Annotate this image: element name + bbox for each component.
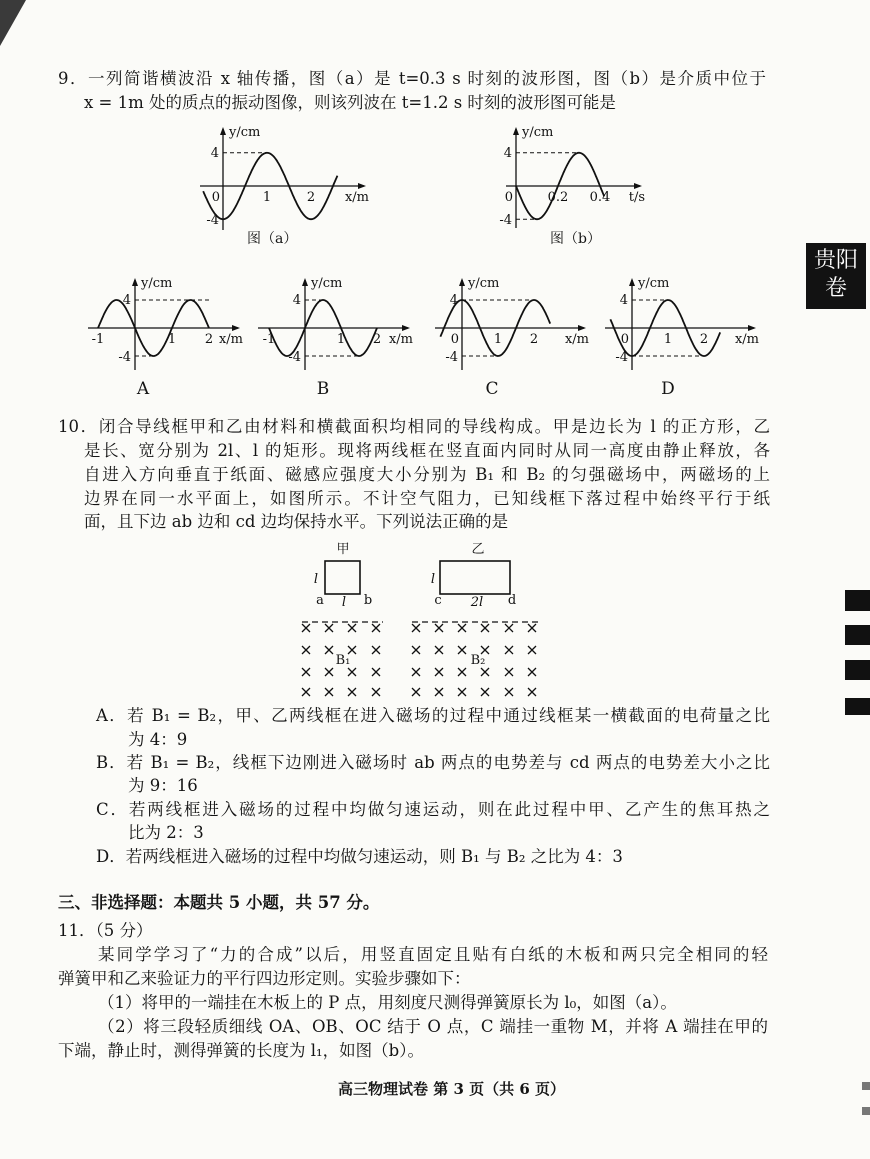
x-tick-label: 1 [167, 332, 177, 347]
vertex-d-label: d [507, 593, 517, 608]
magnetic-field-cross-icon [458, 646, 466, 654]
x-tick-label: 1 [493, 332, 503, 347]
magnetic-field-cross-icon [528, 624, 536, 632]
q10-option-a-line-1: A．若 B₁ = B₂，甲、乙两线框在进入磁场的过程中通过线框某一横截面的电荷量之比 [96, 706, 770, 725]
page-footer: 高三物理试卷 第 3 页（共 6 页） [338, 1080, 565, 1098]
y-max-tick-label: 4 [292, 293, 301, 308]
magnetic-field-cross-icon [528, 668, 536, 676]
origin-label: 0 [620, 332, 629, 347]
q9-stem-line-2: x = 1m 处的质点的振动图像，则该列波在 t=1.2 s 时刻的波形图可能是 [84, 93, 616, 112]
horizontal-axis-label: x/m [218, 332, 243, 347]
x-tick-label: 0.2 [547, 190, 569, 205]
magnetic-field-cross-icon [505, 624, 513, 632]
vertical-axis-label: y/cm [311, 276, 343, 291]
magnetic-field-cross-icon [372, 624, 380, 632]
magnetic-field-cross-icon [325, 646, 333, 654]
q11-step-2-line-2: 下端，静止时，测得弹簧的长度为 l₁，如图（b）。 [58, 1041, 424, 1060]
x-tick-label: 0.4 [589, 190, 611, 205]
scan-corner-artifact [0, 0, 26, 46]
magnetic-field-cross-icon [458, 624, 466, 632]
frame-yi-label: 乙 [471, 542, 485, 557]
y-min-tick-label: -4 [499, 213, 512, 229]
figure-a-caption: 图（a） [247, 231, 298, 247]
q11-paragraph-line-1: 某同学学习了“力的合成”以后，用竖直固定且贴有白纸的木板和两只完全相同的轻 [98, 945, 768, 964]
axis-arrow-icon [220, 127, 226, 135]
side-tab-line-1: 贵阳 [813, 248, 858, 273]
magnetic-field-cross-icon [372, 688, 380, 696]
square-side-length-label: l [313, 572, 319, 587]
q10-stem-line-3: 自进入方向垂直于纸面、磁感应强度大小分别为 B₁ 和 B₂ 的匀强磁场中，两磁场的上 [84, 465, 770, 484]
q10-option-b-line-1: B．若 B₁ = B₂，线框下边刚进入磁场时 ab 两点的电势差与 cd 两点的电势差大小之比 [96, 753, 770, 772]
axis-arrow-icon [459, 278, 465, 286]
rectangle-bottom-length-label: 2l [470, 595, 484, 610]
magnetic-field-cross-icon [302, 646, 310, 654]
magnetic-field-cross-icon [505, 688, 513, 696]
axis-arrow-icon [232, 325, 240, 331]
vertical-axis-label: y/cm [468, 276, 500, 291]
magnetic-field-cross-icon [412, 646, 420, 654]
magnetic-field-cross-icon [481, 688, 489, 696]
axis-arrow-icon [513, 127, 519, 135]
magnetic-field-cross-icon [348, 688, 356, 696]
x-tick-label: -1 [262, 332, 276, 347]
x-tick-label: 1 [262, 190, 272, 205]
q11-step-1: （1）将甲的一端挂在木板上的 P 点，用刻度尺测得弹簧原长为 l₀，如图（a）。 [98, 993, 677, 1012]
square-bottom-length-label: l [341, 595, 347, 610]
section-heading: 三、非选择题：本题共 5 小题，共 57 分。 [58, 893, 380, 912]
x-tick-label: 2 [204, 332, 214, 347]
horizontal-axis-label: x/m [388, 332, 413, 347]
magnetic-field-cross-icon [528, 688, 536, 696]
magnetic-field-cross-icon [481, 624, 489, 632]
q10-option-c-line-1: C．若两线框进入磁场的过程中均做匀速运动，则在此过程中甲、乙产生的焦耳热之 [96, 800, 770, 819]
magnetic-field-cross-icon [528, 646, 536, 654]
axis-arrow-icon [132, 278, 138, 286]
vertical-axis-label: y/cm [229, 125, 261, 140]
y-min-tick-label: -4 [615, 350, 628, 365]
q10-option-c-line-2: 比为 2：3 [128, 823, 204, 842]
q10-option-d-line-1: D．若两线框进入磁场的过程中均做匀速运动，则 B₁ 与 B₂ 之比为 4：3 [96, 847, 623, 866]
origin-label: 0 [504, 190, 513, 205]
q10-figure [302, 542, 538, 696]
magnetic-field-cross-icon [348, 624, 356, 632]
q10-option-b-line-2: 为 9：16 [128, 776, 198, 795]
vertical-axis-label: y/cm [141, 276, 173, 291]
q10-stem-line-1: 10．闭合导线框甲和乙由材料和横截面积均相同的导线构成。甲是边长为 l 的正方形，乙 [58, 417, 770, 436]
x-tick-label: 2 [306, 190, 316, 205]
magnetic-field-cross-icon [412, 624, 420, 632]
y-min-tick-label: -4 [288, 350, 301, 365]
magnetic-field-cross-icon [458, 668, 466, 676]
vertex-b-label: b [363, 593, 373, 608]
rectangle-side-length-label: l [430, 572, 436, 587]
magnetic-field-cross-icon [372, 646, 380, 654]
q10-stem-line-5: 面，且下边 ab 边和 cd 边均保持水平。下列说法正确的是 [84, 512, 509, 531]
horizontal-axis-label: x/m [564, 332, 589, 347]
rectangle-wire-frame [440, 561, 510, 594]
waveform-graph-a [200, 125, 369, 230]
x-tick-label: 2 [699, 332, 709, 347]
vibration-graph-b [499, 125, 645, 228]
option-a-waveform [88, 276, 243, 370]
magnetic-field-cross-icon [412, 688, 420, 696]
magnetic-field-cross-icon [505, 646, 513, 654]
magnetic-field-cross-icon [435, 668, 443, 676]
magnetic-field-cross-icon [412, 668, 420, 676]
field-2-label: B₂ [470, 653, 486, 668]
magnetic-field-cross-icon [458, 688, 466, 696]
q11-paragraph-line-2: 弹簧甲和乙来验证力的平行四边形定则。实验步骤如下： [58, 969, 471, 988]
x-tick-label: 2 [529, 332, 539, 347]
magnetic-field-cross-icon [348, 668, 356, 676]
y-max-tick-label: 4 [619, 293, 628, 308]
magnetic-field-cross-icon [325, 688, 333, 696]
q10-stem-line-4: 边界在同一水平面上，如图所示。不计空气阻力，已知线框下落过程中始终平行于纸 [84, 489, 770, 508]
option-d-waveform [605, 276, 759, 370]
axis-arrow-icon [358, 183, 366, 189]
horizontal-axis-label: x/m [734, 332, 759, 347]
y-min-tick-label: -4 [206, 213, 219, 229]
axis-arrow-icon [629, 278, 635, 286]
q10-option-a-line-2: 为 4：9 [128, 730, 188, 749]
q10-stem-line-2: 是长、宽分别为 2l、l 的矩形。现将两线框在竖直面内同时从同一高度由静止释放，各 [84, 441, 770, 460]
y-min-tick-label: -4 [445, 350, 458, 365]
q9-option-b-letter: B [316, 379, 330, 399]
frame-jia-label: 甲 [336, 542, 350, 557]
x-tick-label: 1 [336, 332, 346, 347]
magnetic-field-cross-icon [435, 624, 443, 632]
origin-label: 0 [450, 332, 459, 347]
y-max-tick-label: 4 [210, 145, 219, 161]
square-wire-frame [325, 561, 360, 594]
magnetic-field-cross-icon [302, 668, 310, 676]
vertical-axis-label: y/cm [638, 276, 670, 291]
side-tab-line-2: 卷 [824, 276, 847, 301]
q9-option-a-letter: A [136, 379, 150, 399]
y-min-tick-label: -4 [118, 350, 131, 365]
q9-option-c-letter: C [485, 379, 499, 399]
field-1-label: B₁ [335, 653, 351, 668]
figure-b-caption: 图（b） [550, 231, 601, 247]
x-tick-label: -1 [91, 332, 105, 347]
q11-step-2-line-1: （2）将三段轻质细线 OA、OB、OC 结于 O 点，C 端挂一重物 M，并将 A 端挂在甲的 [98, 1017, 768, 1036]
vertex-c-label: c [434, 593, 442, 608]
magnetic-field-cross-icon [302, 688, 310, 696]
x-tick-label: 1 [663, 332, 673, 347]
origin-label: 0 [211, 190, 220, 205]
y-max-tick-label: 4 [503, 145, 512, 161]
axis-arrow-icon [748, 325, 756, 331]
axis-arrow-icon [402, 325, 410, 331]
y-max-tick-label: 4 [449, 293, 458, 308]
magnetic-field-cross-icon [505, 668, 513, 676]
horizontal-axis-label: t/s [628, 190, 645, 205]
magnetic-field-cross-icon [325, 668, 333, 676]
vertex-a-label: a [316, 593, 324, 608]
y-max-tick-label: 4 [122, 293, 131, 308]
axis-arrow-icon [578, 325, 586, 331]
axis-arrow-icon [302, 278, 308, 286]
horizontal-axis-label: x/m [344, 190, 369, 205]
q9-stem-line-1: 9．一列简谐横波沿 x 轴传播，图（a）是 t=0.3 s 时刻的波形图，图（b）是介质中位于 [58, 69, 766, 88]
magnetic-field-cross-icon [481, 668, 489, 676]
magnetic-field-cross-icon [372, 668, 380, 676]
magnetic-field-cross-icon [325, 624, 333, 632]
option-c-waveform [435, 276, 589, 370]
option-b-waveform [258, 276, 413, 370]
magnetic-field-cross-icon [302, 624, 310, 632]
axis-arrow-icon [634, 183, 642, 189]
magnetic-field-cross-icon [435, 646, 443, 654]
magnetic-field-cross-icon [435, 688, 443, 696]
q9-option-d-letter: D [661, 379, 675, 399]
q11-heading: 11．（5 分） [58, 921, 153, 940]
x-tick-label: 2 [372, 332, 382, 347]
vertical-axis-label: y/cm [522, 125, 554, 140]
